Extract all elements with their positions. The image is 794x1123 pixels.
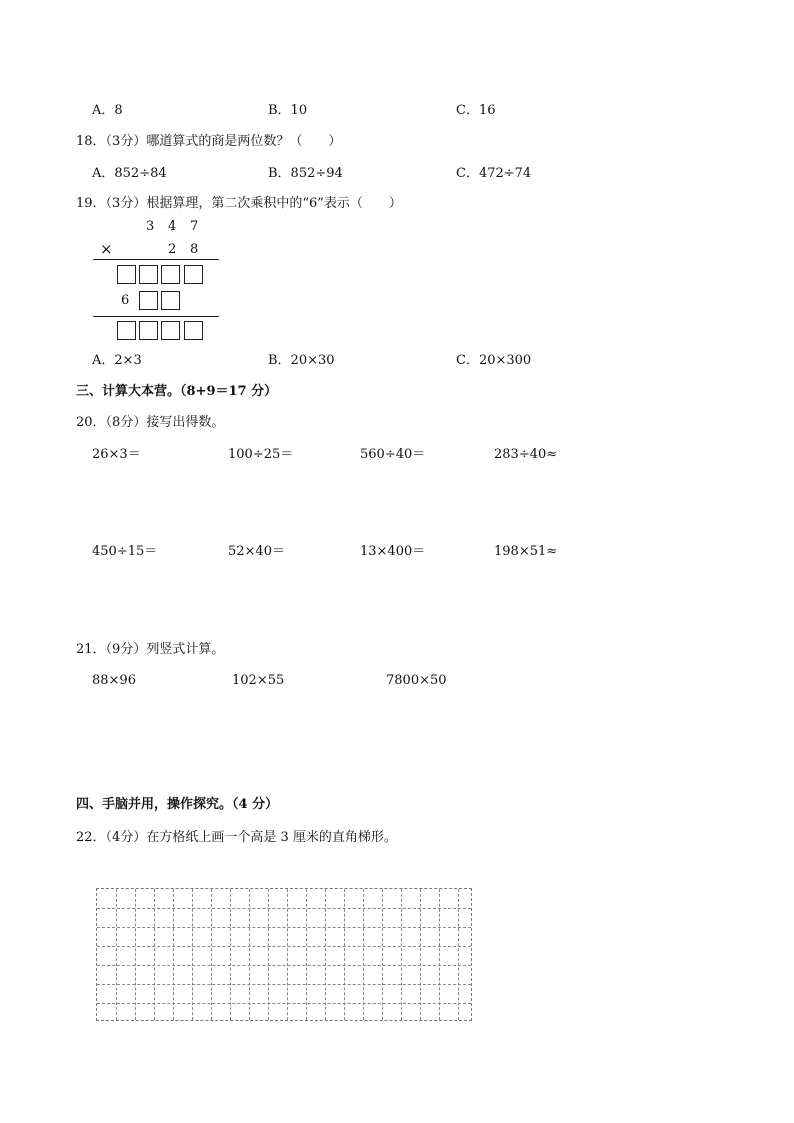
written-calc-item: 88×96 <box>92 673 136 688</box>
oral-calc-item: 283÷40≈ <box>494 447 558 462</box>
multiplicand-digit: 4 <box>168 219 177 234</box>
answer-box <box>139 321 158 340</box>
answer-box <box>161 265 180 284</box>
answer-box <box>139 291 158 310</box>
answer-box <box>139 265 158 284</box>
partial-product-digit: 6 <box>121 293 130 308</box>
q19-option-c: C．20×300 <box>456 353 532 368</box>
written-calc-item: 102×55 <box>232 673 285 688</box>
q18-option-b: B．852÷94 <box>268 166 343 181</box>
q21-stem: 21．（9分）列竖式计算。 <box>76 642 225 657</box>
oral-calc-item: 13×400＝ <box>360 544 426 559</box>
oral-calc-item: 52×40＝ <box>228 544 285 559</box>
oral-calc-item: 198×51≈ <box>494 544 558 559</box>
answer-box <box>161 291 180 310</box>
q18-option-a: A．852÷84 <box>92 166 167 181</box>
multiplicand-digit: 7 <box>190 219 199 234</box>
oral-calc-item: 450÷15＝ <box>92 544 158 559</box>
q18-stem: 18．（3分）哪道算式的商是两位数？（ ） <box>76 134 342 149</box>
q17-option-a: A．8 <box>92 103 123 118</box>
section-3-title: 三、计算大本营。（8+9＝17 分） <box>76 384 278 399</box>
multiplicand-digit: 3 <box>146 219 155 234</box>
answer-box <box>161 321 180 340</box>
q19-stem: 19．（3分）根据算理，第二次乘积中的“6”表示（ ） <box>76 196 402 211</box>
multiplier-digit: 8 <box>190 242 199 257</box>
q19-option-a: A．2×3 <box>92 353 142 368</box>
answer-box <box>117 265 136 284</box>
q19-option-b: B．20×30 <box>268 353 335 368</box>
q18-option-c: C．472÷74 <box>456 166 532 181</box>
sum-line <box>93 316 219 317</box>
oral-calc-item: 100÷25＝ <box>228 447 294 462</box>
multiplier-digit: 2 <box>168 242 177 257</box>
q17-option-b: B．10 <box>268 103 308 118</box>
oral-calc-item: 26×3＝ <box>92 447 141 462</box>
written-calc-item: 7800×50 <box>386 673 447 688</box>
answer-box <box>117 321 136 340</box>
q22-stem: 22．（4分）在方格纸上画一个高是 3 厘米的直角梯形。 <box>76 830 397 845</box>
square-grid-paper[interactable] <box>96 888 472 1021</box>
answer-box <box>184 265 203 284</box>
times-sign: × <box>100 240 113 258</box>
section-4-title: 四、手脑并用，操作探究。（4 分） <box>76 797 279 812</box>
q20-stem: 20．（8分）接写出得数。 <box>76 415 225 430</box>
oral-calc-item: 560÷40＝ <box>360 447 426 462</box>
answer-box <box>184 321 203 340</box>
q17-option-c: C．16 <box>456 103 496 118</box>
product-line <box>93 259 219 260</box>
